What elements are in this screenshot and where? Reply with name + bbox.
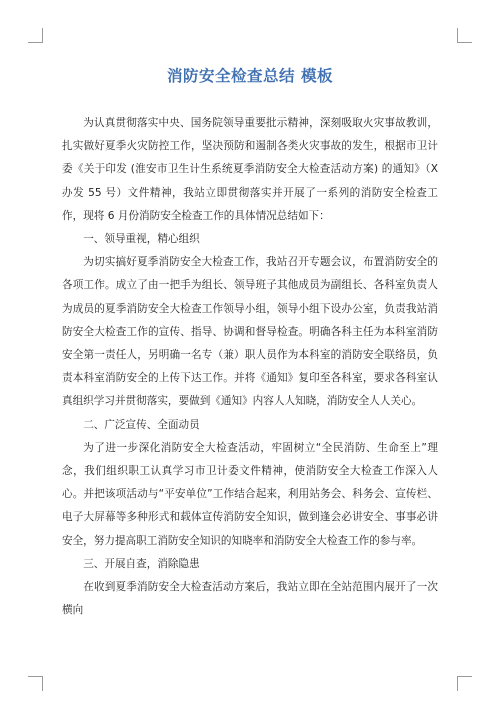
- crop-mark-top-left: [28, 28, 43, 43]
- section-1-paragraph: 为切实搞好夏季消防安全大检查工作，我站召开专题会议，布置消防安全的各项工作。成立了由一把手为组长、领导班子其他成员为副组长、各科室负责人为成员的夏季消防安全大检查工作领导小组，领导小组下设办公室，负责我站消防安全大检查工作的宣传、指导、协调和督导检查。明确各科主任为本科室消防安全第一责任人，另明确一名专（兼）职人员作为本科室的消防安全联络员，负责本科室消防安全的上传下达工作。并将《通知》复印至各科室，要求各科室认真组织学习并贯彻落实，要做到《通知》内容人人知晓，消防安全人人关心。: [62, 256, 438, 408]
- section-3-paragraph: 在收到夏季消防安全大检查活动方案后，我站立即在全站范围内展开了一次横向: [62, 581, 438, 617]
- intro-paragraph: 为认真贯彻落实中央、国务院领导重要批示精神，深刻吸取火灾事故教训，扎实做好夏季火灾防控工作，坚决预防和遏制各类火灾事故的发生，根据市卫计委《关于印发 (淮安市卫生计生系统夏季消防安全大检查活动方案) 的通知》（X办发 55 号）文件精神，我站立即贯彻落实并开展了一系列的消防安全检查工作，现将 6 月份消防安全检查工作的具体情况总结如下：: [62, 117, 438, 222]
- document-title: 消防安全检查总结 模板: [167, 67, 333, 85]
- section-heading-1: 一、领导重视，精心组织: [83, 233, 200, 246]
- crop-mark-bottom-right: [457, 676, 472, 691]
- section-heading-2: 二、广泛宣传、全面动员: [83, 418, 200, 431]
- crop-mark-bottom-left: [28, 676, 43, 691]
- section-heading-3: 三、开展自查，消除隐患: [83, 557, 200, 570]
- section-2-paragraph: 为了进一步深化消防安全大检查活动，牢固树立“全民消防、生命至上”理念，我们组织职工认真学习市卫计委文件精神，使消防安全大检查工作深入人心。并把该项活动与“平安单位”工作结合起来，利用站务会、科务会、宣传栏、电子大屏幕等多种形式和载体宣传消防安全知识，做到逢会必讲安全、事事必讲安全，努力提高职工消防安全知识的知晓率和消防安全大检查工作的参与率。: [62, 441, 438, 547]
- crop-mark-top-right: [457, 28, 472, 43]
- document-body: [62, 112, 438, 622]
